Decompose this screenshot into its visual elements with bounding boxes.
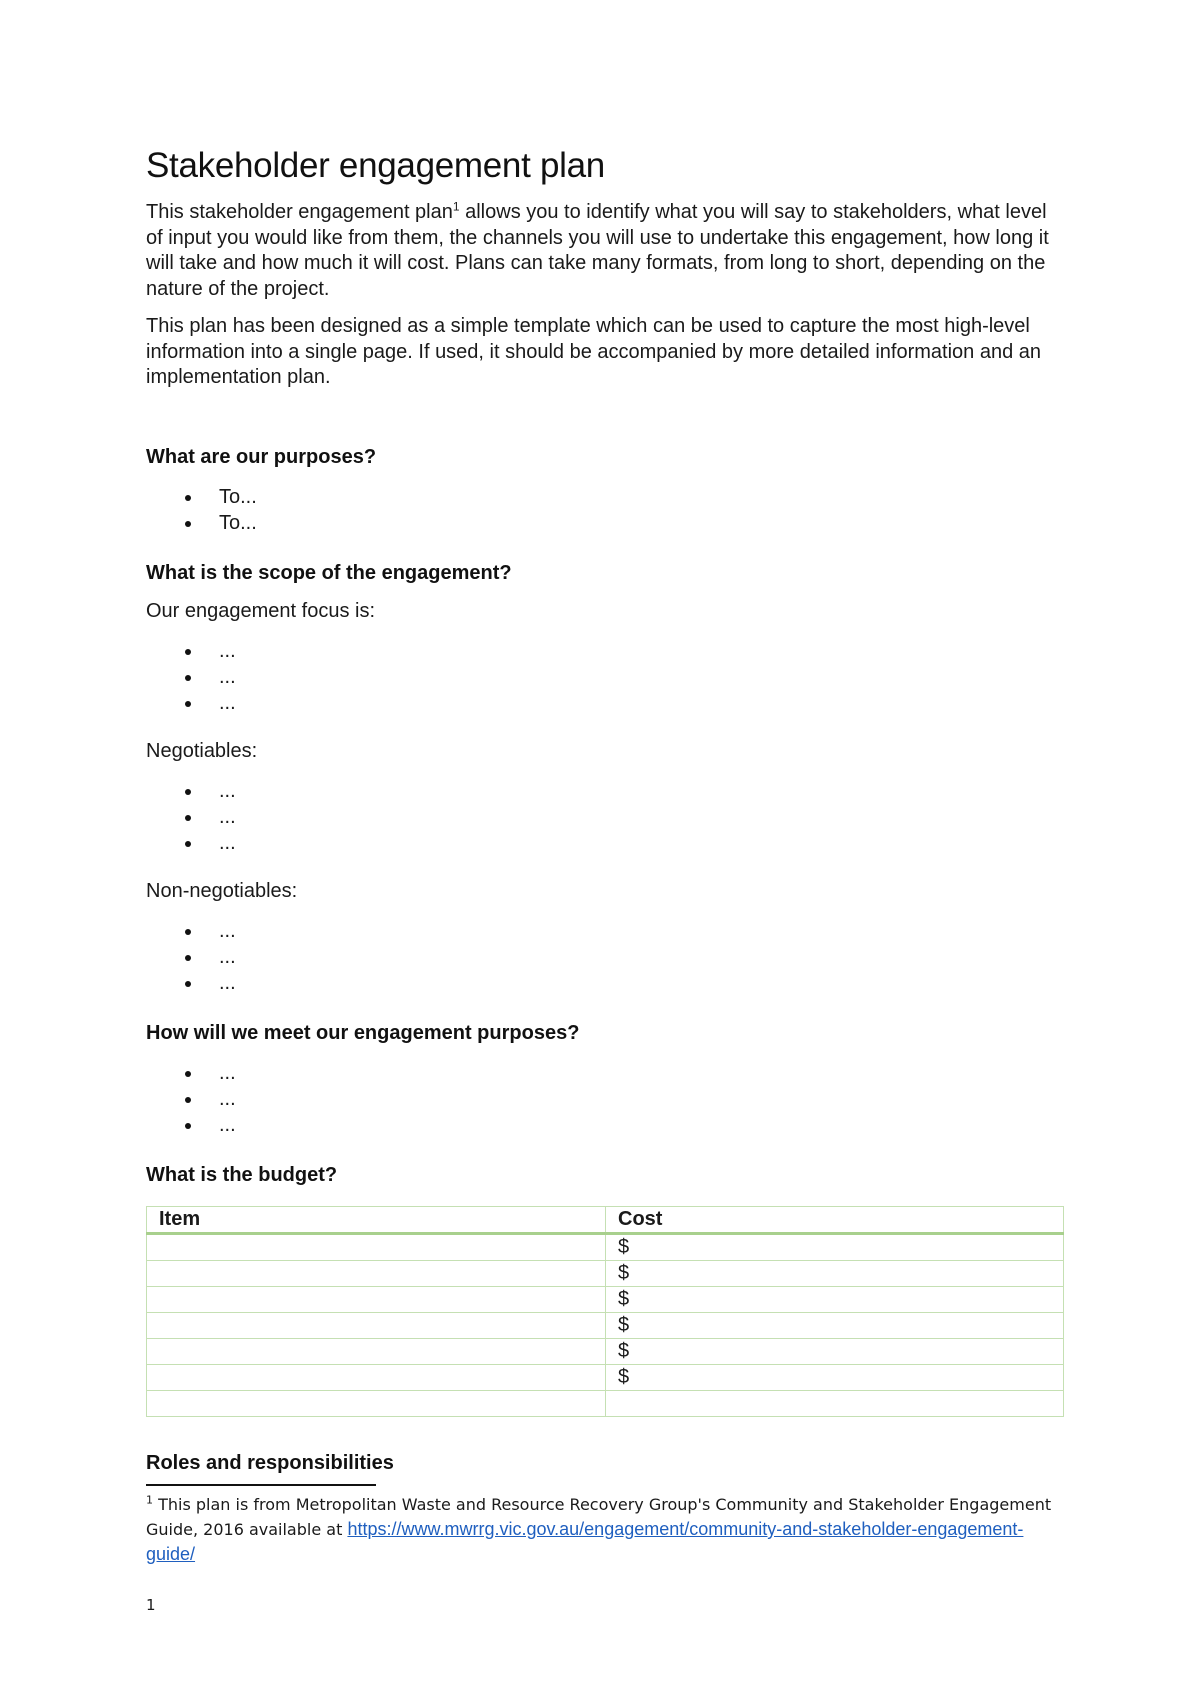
list-item: ... <box>146 1060 236 1086</box>
list-item: ... <box>146 690 236 716</box>
list-item: To... <box>146 484 257 510</box>
table-row <box>147 1287 1064 1313</box>
negotiables-label: Negotiables: <box>146 740 258 762</box>
cost-cell[interactable]: $ <box>606 1339 1064 1365</box>
footnote-separator <box>146 1484 376 1486</box>
table-row <box>147 1234 1064 1261</box>
list-item: ... <box>146 970 236 996</box>
cost-cell[interactable]: $ <box>606 1287 1064 1313</box>
focus-label: Our engagement focus is: <box>146 600 376 622</box>
cost-cell[interactable]: $ <box>606 1313 1064 1339</box>
list-item: ... <box>146 778 236 804</box>
meet-purposes-list <box>146 1060 236 1138</box>
budget-table <box>146 1206 1064 1417</box>
table-row <box>147 1339 1064 1365</box>
list-item: ... <box>146 944 236 970</box>
list-item: ... <box>146 918 236 944</box>
focus-list <box>146 638 236 716</box>
purposes-list <box>146 484 257 536</box>
column-header-item: Item <box>147 1207 606 1234</box>
page-number: 1 <box>146 1596 156 1614</box>
list-item: ... <box>146 664 236 690</box>
budget-heading: What is the budget? <box>146 1164 338 1186</box>
footnote-marker: 1 <box>146 1493 153 1507</box>
scope-heading: What is the scope of the engagement? <box>146 562 512 584</box>
footnote-link[interactable]: https://www.mwrrg.vic.gov.au/engagement/community-and-stakeholder-engagement-guide/ <box>146 1519 1024 1564</box>
roles-heading: Roles and responsibilities <box>146 1452 394 1474</box>
non-negotiables-label: Non-negotiables: <box>146 880 298 902</box>
item-cell[interactable] <box>147 1287 606 1313</box>
negotiables-list <box>146 778 236 856</box>
footnote <box>146 1492 1066 1567</box>
intro-section <box>146 200 1066 403</box>
footnote-text: This plan is from Metropolitan Waste and Resource Recovery Group's Community and Stakeholder Engagement Guide, 2016 available at <box>146 1495 1052 1539</box>
non-negotiables-list <box>146 918 236 996</box>
item-cell[interactable] <box>147 1261 606 1287</box>
list-item: ... <box>146 1112 236 1138</box>
intro-paragraph-2: This plan has been designed as a simple template which can be used to capture the most high-level information into a single page. If used, it should be accompanied by more detailed information and an implementation plan. <box>146 315 1041 388</box>
cost-cell[interactable] <box>606 1391 1064 1417</box>
table-row <box>147 1261 1064 1287</box>
list-item: ... <box>146 804 236 830</box>
list-item: ... <box>146 638 236 664</box>
item-cell[interactable] <box>147 1234 606 1261</box>
item-cell[interactable] <box>147 1391 606 1417</box>
intro-p1-rest: allows you to identify what you will say to stakeholders, what level of input you would like from them, the channels you will use to undertake this engagement, how long it will take and how much it will cost. Plans can take many formats, from long to short, depending on the nature of the project. <box>146 201 1049 300</box>
item-cell[interactable] <box>147 1365 606 1391</box>
table-header-row <box>147 1207 1064 1234</box>
cost-cell[interactable]: $ <box>606 1261 1064 1287</box>
list-item: To... <box>146 510 257 536</box>
column-header-cost: Cost <box>606 1207 1064 1234</box>
intro-p1-start: This stakeholder engagement plan <box>146 201 453 223</box>
purposes-heading: What are our purposes? <box>146 446 377 468</box>
document-page <box>146 0 1066 1696</box>
intro-paragraph-1 <box>146 200 1066 302</box>
item-cell[interactable] <box>147 1339 606 1365</box>
table-row <box>147 1391 1064 1417</box>
table-row <box>147 1365 1064 1391</box>
list-item: ... <box>146 830 236 856</box>
table-row <box>147 1313 1064 1339</box>
footnote-reference[interactable]: 1 <box>452 199 460 214</box>
cost-cell[interactable]: $ <box>606 1234 1064 1261</box>
item-cell[interactable] <box>147 1313 606 1339</box>
meet-purposes-heading: How will we meet our engagement purposes? <box>146 1022 580 1044</box>
cost-cell[interactable]: $ <box>606 1365 1064 1391</box>
list-item: ... <box>146 1086 236 1112</box>
page-title: Stakeholder engagement plan <box>146 146 605 185</box>
